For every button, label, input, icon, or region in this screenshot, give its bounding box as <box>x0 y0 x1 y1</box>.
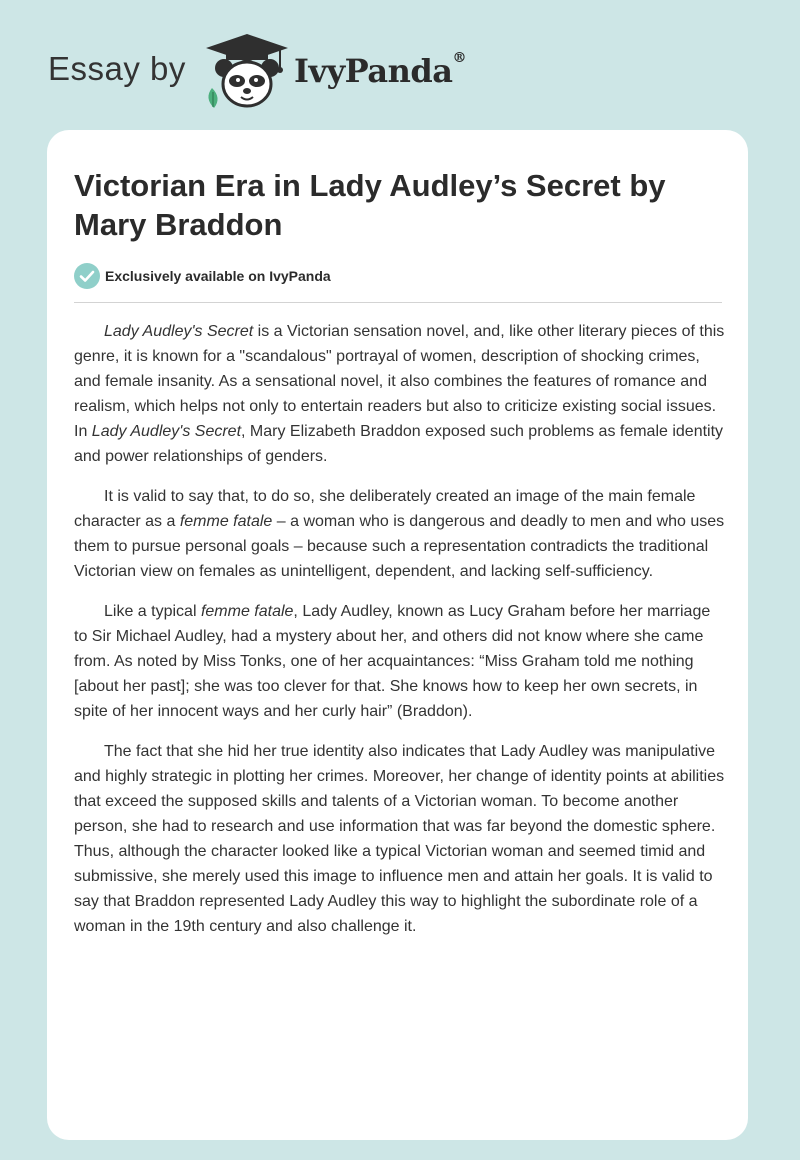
panda-graduate-icon <box>202 32 292 110</box>
paragraph: The fact that she hid her true identity also indicates that Lady Audley was manipulative and highly strategic in plotting her crimes. Moreover, her change of identity points at abilities that exceed the supposed skills and talents of a Victorian woman. To become another person, she had to research and use information that was far beyond the domestic sphere. Thus, although the character looked like a typical Victorian woman and seemed timid and submissive, she merely used this image to influence men and attain her goals. It is valid to say that Braddon represented Lady Audley this way to highlight the subordinate role of a woman in the 19th century and also challenge it. <box>74 743 725 935</box>
brand-name: IvyPanda® <box>294 50 466 90</box>
paragraph: It is valid to say that, to do so, she deliberately created an image of the main female character as a femme fatale – a woman who is dangerous and deadly to men and who uses them to pursue personal goals – because such a representation contradicts the traditional Victorian view on females as unintelligent, dependent, and lacking self-sufficiency. <box>74 488 725 580</box>
divider <box>74 302 722 303</box>
check-circle-icon <box>74 263 100 289</box>
badge-label: Exclusively available on IvyPanda <box>105 268 331 284</box>
exclusive-badge <box>74 263 724 291</box>
page-title: Victorian Era in Lady Audley’s Secret by Mary Braddon <box>74 168 666 242</box>
paragraph: Lady Audley's Secret is a Victorian sensation novel, and, like other literary pieces of this genre, it is known for a "scandalous" portrayal of women, description of shocking crimes, and female insanity. As a sensational novel, it also combines the features of romance and realism, which helps not only to entertain readers but also to criticize existing social issues. In Lady Audley's Secret, Mary Elizabeth Braddon exposed such problems as female identity and power relationships of genders. <box>74 323 725 465</box>
essay-body <box>74 319 726 954</box>
essay-card <box>47 130 748 1140</box>
brand-prefix: Essay by <box>48 50 186 87</box>
paragraph: Like a typical femme fatale, Lady Audley, known as Lucy Graham before her marriage to Sir Michael Audley, had a mystery about her, and others did not know where she came from. As noted by Miss Tonks, one of her acquaintances: “Miss Graham told me nothing [about her past]; she was too clever for that. She knows how to keep her own secrets, in spite of her innocent ways and her curly hair” (Braddon). <box>74 603 711 720</box>
brand-header <box>48 30 528 110</box>
